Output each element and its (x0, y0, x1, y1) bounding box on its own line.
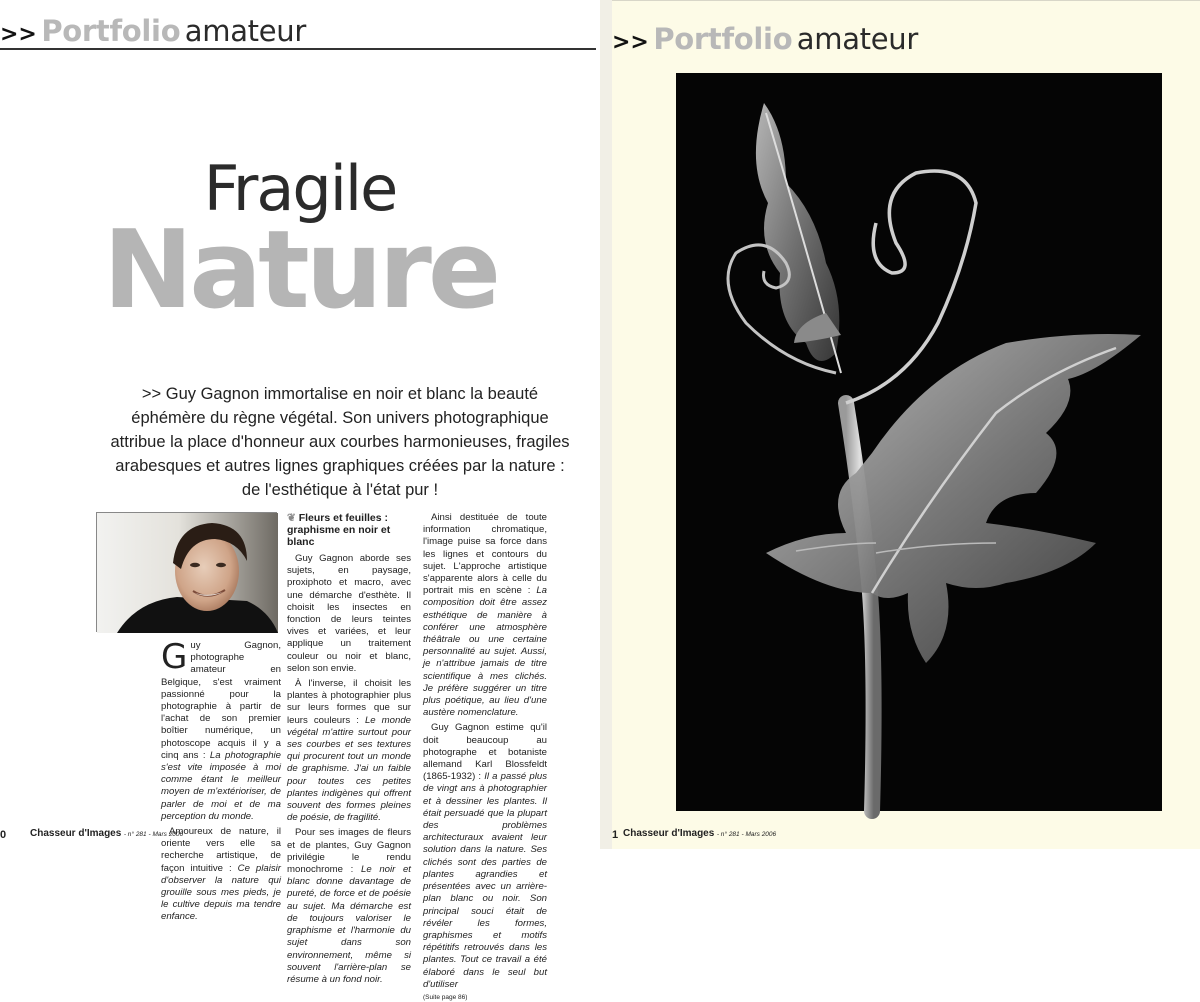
col1-p1-quote: La photographie s'est vite imposée à moi comme étant le meilleur moyen de m'extérioriser, de parler de moi et de ma perception du monde. (161, 749, 281, 822)
col3-paragraph-1 (423, 512, 547, 719)
col1-paragraph-1 (161, 637, 281, 823)
col3-paragraph-2 (423, 722, 547, 990)
col2-p3-text: Pour ses images de fleurs et de plantes, Guy Gagnon privilégie le rendu monochrome : (287, 827, 411, 876)
subheading-text: Fleurs et feuilles : graphisme en noir et blanc (287, 512, 391, 548)
column-2 (287, 512, 411, 989)
left-page (0, 0, 600, 1001)
issue-info-right: - n° 281 - Mars 2006 (716, 831, 777, 838)
section-header-right (612, 22, 918, 62)
col2-paragraph-1: Guy Gagnon aborde ses sujets, en paysage, proxiphoto et macro, avec une démarche d'esthète. Il choisit les insectes en fonction de leurs teintes vives et variées, et leur applique un traitement couleur ou noir et blanc, selon son envie. (287, 553, 411, 674)
col2-paragraph-2 (287, 678, 411, 824)
title-nature: Nature (102, 208, 498, 333)
issue-info: - n° 281 - Mars 2006 (123, 831, 184, 838)
header-amateur-right: amateur (796, 22, 918, 56)
drop-cap: G (161, 637, 188, 677)
magazine-name: Chasseur d'Images (30, 828, 122, 839)
col2-p2-quote: Le monde végétal m'attire surtout pour ses courbes et ses textures qui procurent tout un monde de graphisme. J'ai un faible pour toutes ces petites plantes indigènes qui offrent souvent des formes pleines de poésie, de fragilité. (287, 714, 412, 824)
page-gutter (600, 0, 612, 849)
page-number-right: 1 (612, 829, 619, 841)
plant-photograph (676, 73, 1162, 811)
portrait-image (97, 513, 278, 633)
col3-p1-text: Ainsi destituée de toute information chromatique, l'image puise sa force dans les lignes et contours du sujet. L'approche artistique s'apparente alors à celle du portrait mis en scène : (423, 512, 547, 597)
col1-paragraph-2 (161, 826, 281, 924)
subheading (287, 512, 411, 548)
column-1 (161, 637, 281, 927)
author-portrait (96, 512, 277, 632)
magazine-name-right: Chasseur d'Images (623, 828, 715, 839)
header-portfolio: Portfolio (41, 14, 181, 48)
col2-p2-text: À l'inverse, il choisit les plantes à photographier plus sur leurs formes que sur leurs couleurs : (287, 678, 411, 726)
top-rule-right (612, 0, 1200, 1)
header-arrows: >> (0, 22, 37, 47)
col1-p2-text: Amoureux de nature, il oriente vers elle sa recherche artistique, de façon intuitive : (161, 826, 281, 874)
continued-note: (Suite page 86) (423, 993, 468, 1001)
title-fragile: Fragile (203, 152, 397, 225)
column-3 (423, 512, 547, 1002)
header-portfolio-right: Portfolio (653, 22, 793, 56)
leaf-icon: ❦ (287, 512, 299, 524)
col3-p1-quote: La composition doit être assez esthétique de manière à conférer une atmosphère théâtrale ou une certaine personnalité au sujet. Aussi, je n'attribue jamais de titre scientifique à mes clichés. Je préfère suggérer un titre plus poétique, au lieu d'une austère nomenclature. (423, 585, 547, 719)
intro-paragraph: >> Guy Gagnon immortalise en noir et blanc la beauté éphémère du règne végétal. Son univers photographique attribue la place d'honneur aux courbes harmonieuses, fragiles arabesques et autres lignes graphiques créées par la nature : de l'esthétique à l'état pur ! (110, 385, 570, 499)
col3-p2-text: Guy Gagnon estime qu'il doit beaucoup au photographe et botaniste allemand Karl Blossfeldt (1865-1932) : (423, 722, 547, 783)
footer-left (30, 828, 183, 839)
col3-p2-quote: Il a passé plus de vingt ans à photographier et à dessiner les plantes. Il était persuadé que la plupart des problèmes architecturaux avaient leur solution dans la nature. Ses clichés sont des parties de plantes agrandies et présentées avec un arrière-plan blanc ou noir. Son principal souci était de révéler les formes, graphismes et motifs répétitifs retrouvés dans les plantes. Tout ce travail a été élaboré dans le seul but d'utiliser (423, 771, 547, 990)
col2-p3-quote: Le noir et blanc donne davantage de pureté, de force et de poésie au sujet. Ma démarche est de toujours valoriser le graphisme et l'harmonie du sujet dans son environnement, même si souvent l'arrière-plan se résume à un fond noir. (287, 864, 411, 985)
header-rule (0, 48, 596, 50)
plant-image (676, 73, 1162, 811)
col1-p1-text: uy Gagnon, photographe amateur en Belgique, s'est vraiment passionné pour la photographie à partir de l'achat de son premier boîtier numérique, un photoscope acquis il y a cinq ans : (161, 640, 281, 761)
page-number-left: 0 (0, 829, 7, 841)
header-amateur: amateur (184, 14, 306, 48)
col1-p2-quote: Ce plaisir d'observer la nature qui grouille sous mes pieds, je le cultive depuis ma tendre enfance. (161, 862, 281, 923)
header-arrows-right: >> (612, 30, 649, 55)
col2-paragraph-3 (287, 827, 411, 986)
footer-right (623, 828, 776, 839)
